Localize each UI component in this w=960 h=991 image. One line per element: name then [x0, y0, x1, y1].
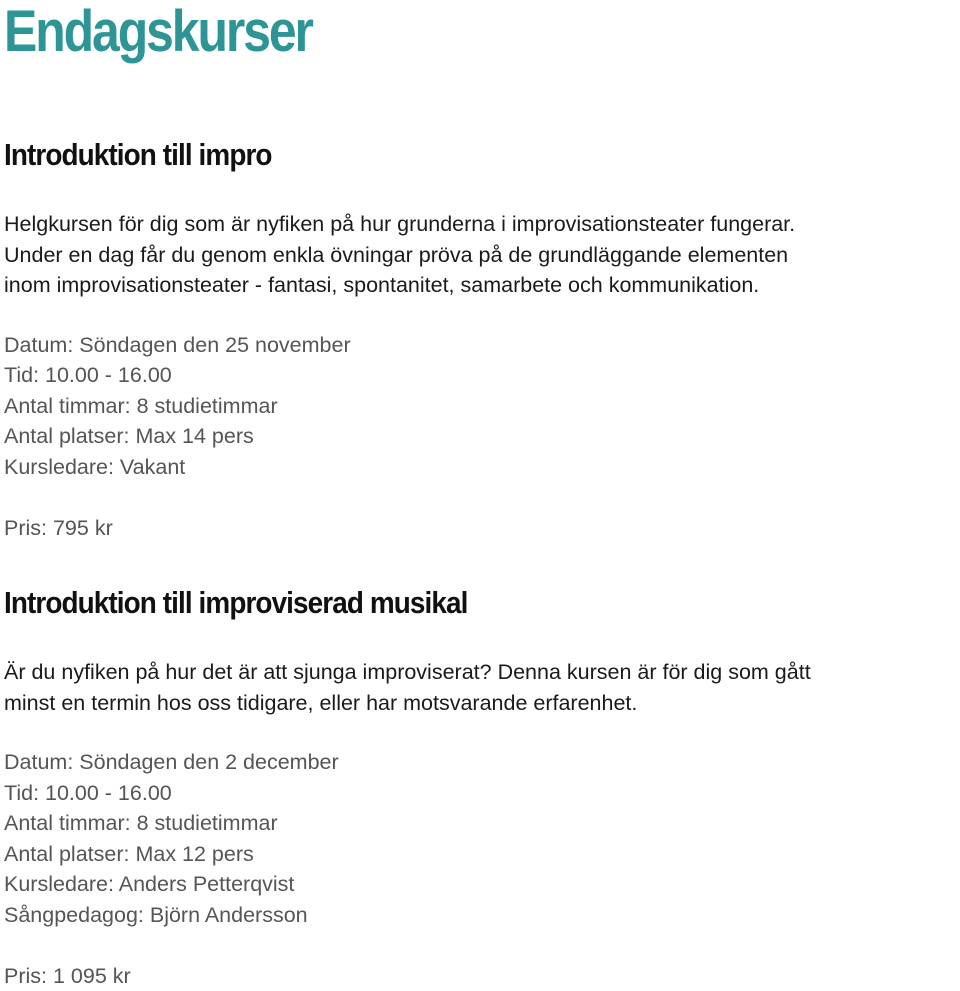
- course-price: Pris: 795 kr: [4, 515, 113, 540]
- detail-date: Datum: Söndagen den 2 december: [4, 750, 339, 774]
- detail-seats: Antal platser: Max 12 pers: [4, 841, 254, 866]
- course-section-musical: [4, 583, 960, 991]
- detail-time: Tid: 10.00 - 16.00: [4, 363, 172, 387]
- description-line: Helgkursen för dig som är nyfiken på hur grunderna i improvisationsteater fungerar.: [4, 212, 796, 236]
- course-details: [4, 747, 960, 930]
- course-description: [4, 209, 960, 301]
- course-title: Introduktion till impro: [4, 137, 272, 172]
- course-title: Introduktion till improviserad musikal: [4, 585, 468, 620]
- page-title: Endagskurser: [4, 0, 312, 64]
- course-description: [4, 657, 960, 718]
- description-line: inom improvisationsteater - fantasi, spontanitet, samarbete och kommunikation.: [4, 273, 760, 297]
- detail-instructor: Kursledare: Anders Petterqvist: [4, 872, 295, 896]
- description-line: minst en termin hos oss tidigare, eller har motsvarande erfarenhet.: [4, 690, 638, 715]
- detail-time: Tid: 10.00 - 16.00: [4, 780, 172, 805]
- course-details: [4, 330, 960, 483]
- course-price: Pris: 1 095 kr: [4, 963, 131, 988]
- description-line: Under en dag får du genom enkla övningar pröva på de grundläggande elementen: [4, 242, 789, 267]
- detail-date: Datum: Söndagen den 25 november: [4, 332, 351, 357]
- course-section-impro: [4, 135, 960, 543]
- description-line: Är du nyfiken på hur det är att sjunga improviserat? Denna kursen är för dig som gått: [4, 660, 811, 684]
- detail-seats: Antal platser: Max 14 pers: [4, 424, 254, 448]
- detail-instructor: Kursledare: Vakant: [4, 454, 186, 479]
- detail-hours: Antal timmar: 8 studietimmar: [4, 811, 278, 835]
- detail-vocal-coach: Sångpedagog: Björn Andersson: [4, 902, 308, 927]
- detail-hours: Antal timmar: 8 studietimmar: [4, 393, 278, 418]
